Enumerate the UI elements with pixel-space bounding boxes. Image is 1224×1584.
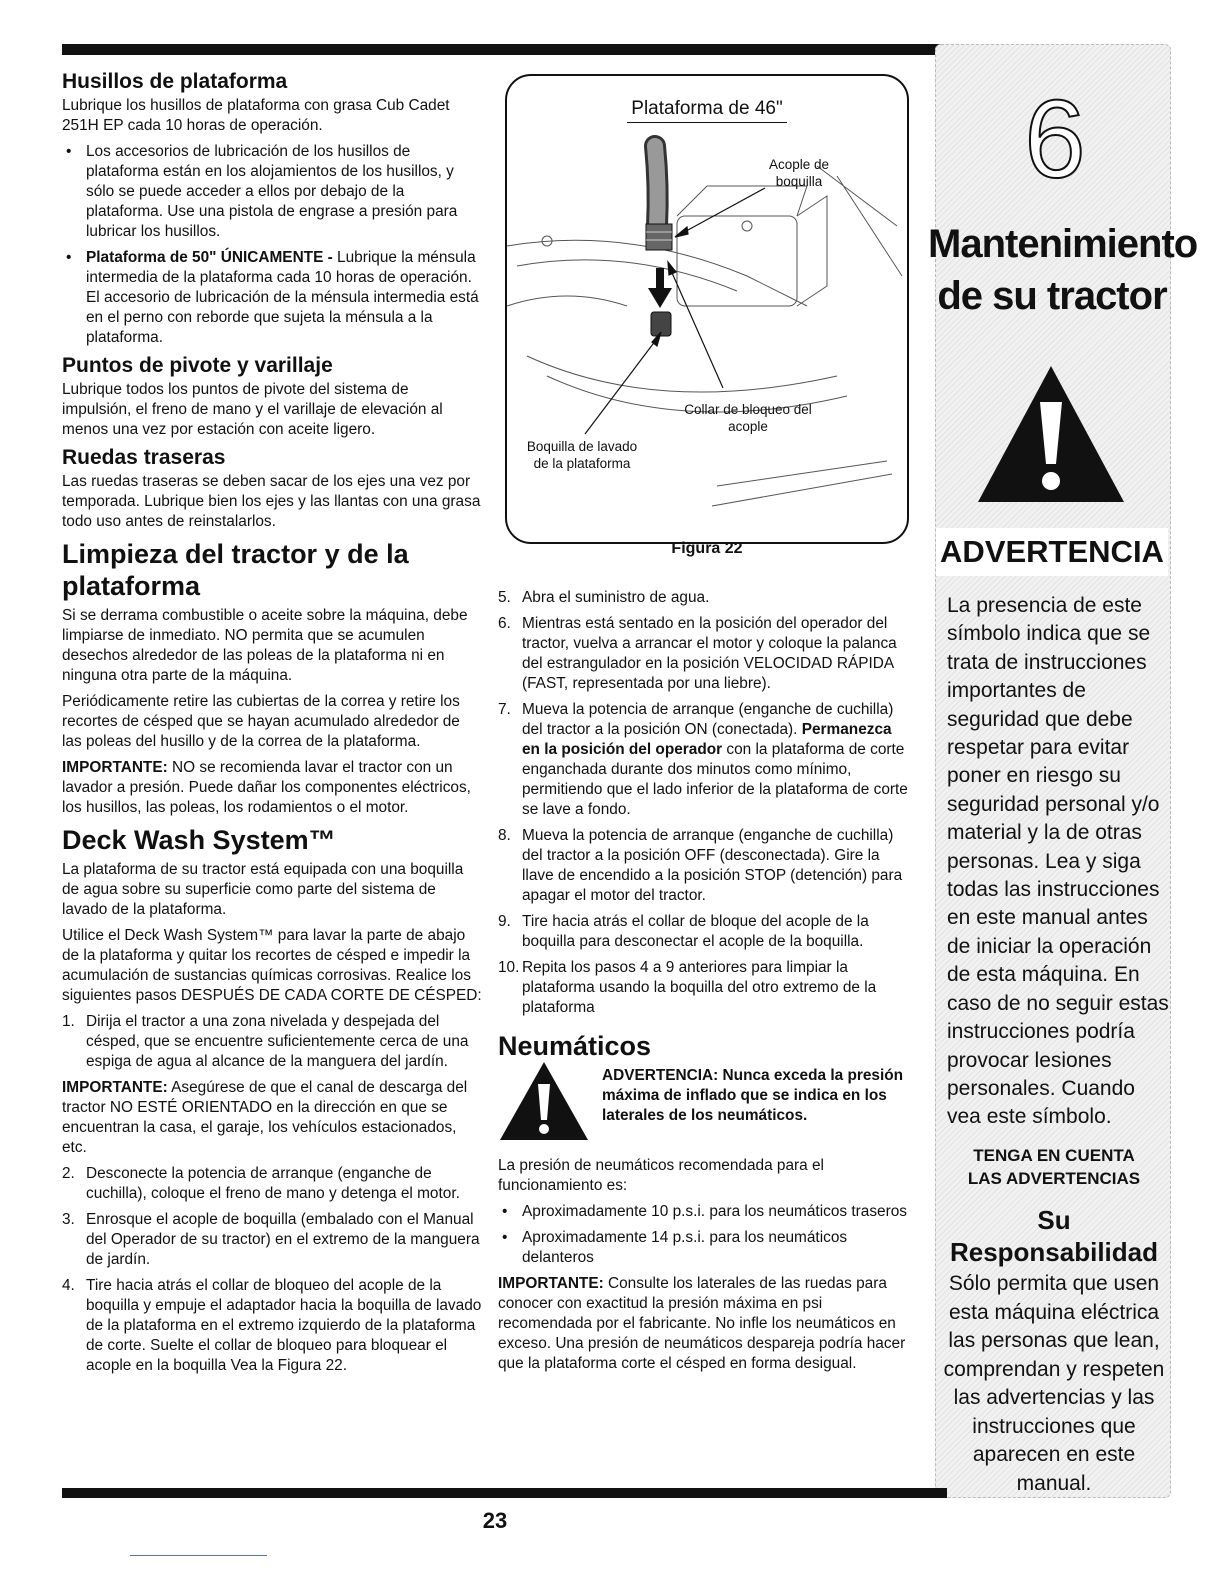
chapter-title-line-2: de su tractor	[937, 274, 1167, 318]
important-label: IMPORTANTE:	[62, 1079, 168, 1096]
step-text: Tire hacia atrás el collar de bloqueo del acople de la boquilla y empuje el adaptador hacia la boquilla de lavado de la plataforma en el extremo izquierdo de la plataforma de corte. Suelte el collar de bloqueo para bloquear el acople en la boquilla Vea la Figura 22.	[86, 1277, 482, 1374]
step-number: 3.	[62, 1211, 75, 1228]
middle-column	[498, 588, 913, 1380]
step-text: Mientras está sentado en la posición del operador del tractor, vuelva a arrancar el motor y coloque la palanca del estrangulador en la posición VELOCIDAD RÁPIDA (FAST, representada por una liebre).	[522, 615, 897, 692]
step-number: 7.	[498, 701, 511, 718]
responsibility-heading	[940, 1204, 1168, 1268]
step-7	[498, 700, 913, 820]
caps-line-2: LAS ADVERTENCIAS	[967, 1169, 1141, 1188]
figure-title-text: Plataforma de 46"	[627, 98, 786, 123]
label-acople-de-boquilla: Acople de boquilla	[768, 157, 830, 189]
caps-notice	[940, 1144, 1168, 1190]
neumaticos-heading: Neumáticos	[498, 1031, 652, 1061]
tire-bullets	[498, 1202, 913, 1268]
step-text-bold: Permanezca en la posición del operador	[522, 721, 892, 758]
limpieza-p1: Si se derrama combustible o aceite sobre la máquina, debe limpiarse de inmediato. NO permita que se acumulen desechos alrededor de las poleas de la plataforma ni en ninguna otra parte de la máquina.	[62, 607, 468, 684]
step-5	[498, 588, 913, 608]
step-number: 5.	[498, 589, 511, 606]
label-boquilla-de-lavado: Boquilla de lavado de la plataforma	[526, 439, 638, 471]
step-number: 10.	[498, 959, 520, 976]
step-text-a: Mueva la potencia de arranque (enganche de cuchilla) del tractor a la posición ON (conectada).	[522, 701, 894, 738]
step-number: 8.	[498, 827, 511, 844]
deckwash-steps-a	[62, 1012, 482, 1072]
tire-bullet-rear: • Aproximadamente 10 p.s.i. para los neumáticos traseros	[522, 1202, 913, 1222]
warning-heading: ADVERTENCIA	[936, 528, 1168, 576]
step-number: 6.	[498, 615, 511, 632]
caps-line-1: TENGA EN CUENTA	[973, 1146, 1135, 1165]
pivote-text: Lubrique todos los puntos de pivote del sistema de impulsión, el freno de mano y el varillaje de elevación al menos una vez por estación con aceite ligero.	[62, 381, 443, 438]
page-number: 23	[482, 1508, 508, 1533]
deckwash-p1: La plataforma de su tractor está equipada con una boquilla de agua sobre su superficie como parte del sistema de lavado de la plataforma.	[62, 861, 464, 918]
step-number: 4.	[62, 1277, 75, 1294]
husillos-heading: Husillos de plataforma	[62, 70, 288, 93]
husillos-bullet-2	[86, 248, 482, 348]
deck-illustration	[507, 76, 907, 542]
label-collar-de-bloqueo: Collar de bloqueo del acople	[684, 402, 812, 434]
figure-22	[505, 74, 909, 544]
step-text-b: con la plataforma de corte enganchada durante dos minutos como mínimo, permitiendo que el lado inferior de la plataforma de corte se lave a fondo.	[522, 741, 908, 818]
chapter-number: 6	[1024, 78, 1086, 201]
limpieza-p2: Periódicamente retire las cubiertas de la correa y retire los recortes de césped que se hayan acumulado alrededor de las poleas del husillo y de la correa de la plataforma.	[62, 693, 460, 750]
deckwash-p2: Utilice el Deck Wash System™ para lavar la parte de abajo de la plataforma y quitar los recortes de césped e impedir la acumulación de sustancias químicas corrosivas. Realice los siguientes pasos DESPUÉS DE CADA CORTE DE CÉSPED:	[62, 927, 482, 1004]
footer-line	[130, 1555, 267, 1556]
step-9	[498, 912, 913, 952]
left-column	[62, 70, 482, 1382]
deckwash-important	[62, 1078, 482, 1158]
warning-triangle-icon	[976, 364, 1126, 504]
step-6	[498, 614, 913, 694]
step-number: 1.	[62, 1013, 75, 1030]
step-3	[62, 1210, 482, 1270]
step-text: Desconecte la potencia de arranque (enganche de cuchilla), coloque el freno de mano y detenga el motor.	[86, 1165, 460, 1202]
important-text: NO se recomienda lavar el tractor con un lavador a presión. Puede dañar los componentes eléctricos, los husillos, las poleas, los rodamientos o el motor.	[62, 759, 471, 816]
step-text: Dirija el tractor a una zona nivelada y despejada del césped, que se encuentre suficientemente cerca de una espiga de agua al alcance de la manguera del jardín.	[86, 1013, 469, 1070]
tire-warning	[498, 1066, 913, 1142]
limpieza-heading: Limpieza del tractor y de la plataforma	[62, 539, 409, 601]
warning-text: La presencia de este símbolo indica que se trata de instrucciones importantes de seguridad que debe respetar para evitar poner en riesgo su seguridad personal y/o material y la de otras personas. Lea y siga todas las instrucciones en este manual antes de iniciar la operación de esta máquina. En caso de no seguir estas instrucciones podría provocar lesiones personales. Cuando vea este símbolo.	[947, 594, 1169, 1129]
deckwash-heading: Deck Wash System™	[62, 825, 336, 855]
chapter-title-line-1: Mantenimiento	[928, 222, 1198, 266]
step-number: 9.	[498, 913, 511, 930]
top-rule	[62, 44, 947, 55]
step-1	[62, 1012, 482, 1072]
tire-intro: La presión de neumáticos recomendada para el funcionamiento es:	[498, 1157, 824, 1194]
bullet-2-bold: Plataforma de 50" ÚNICAMENTE -	[86, 249, 333, 266]
important-label: IMPORTANTE:	[62, 759, 168, 776]
limpieza-important	[62, 758, 482, 818]
important-text: Consulte los laterales de las ruedas para conocer con exactitud la presión máxima en psi recomendada por el fabricante. No infle los neumáticos en exceso. Una presión de neumáticos despareja podría hacer que la plataforma corte el césped en forma desigual.	[498, 1275, 906, 1372]
step-number: 2.	[62, 1165, 75, 1182]
step-text: Abra el suministro de agua.	[522, 589, 710, 606]
warning-triangle-icon	[498, 1060, 590, 1142]
tire-bullet-front: • Aproximadamente 14 p.s.i. para los neumáticos delanteros	[522, 1228, 913, 1268]
responsibility-text: Sólo permita que usen esta máquina eléctrica las personas que lean, comprendan y respeten las advertencias y las instrucciones que aparecen en este manual.	[943, 1272, 1165, 1495]
step-text: Repita los pasos 4 a 9 anteriores para limpiar la plataforma usando la boquilla del otro extremo de la plataforma	[522, 959, 877, 1016]
husillos-intro: Lubrique los husillos de plataforma con grasa Cub Cadet 251H EP cada 10 horas de operación.	[62, 97, 450, 134]
tire-warning-text: ADVERTENCIA: Nunca exceda la presión máxima de inflado que se indica en los laterales de los neumáticos.	[602, 1067, 904, 1124]
pivote-heading: Puntos de pivote y varillaje	[62, 354, 333, 377]
step-8	[498, 826, 913, 906]
husillos-bullet-1: • Los accesorios de lubricación de los husillos de plataforma están en los alojamientos de los husillos, y sólo se puede acceder a ellos por debajo de la plataforma. Use una pistola de engrase a presión para lubricar los husillos.	[86, 142, 482, 242]
important-text: Asegúrese de que el canal de descarga del tractor NO ESTÉ ORIENTADO en la dirección en que se encuentran la casa, el garaje, los vehículos estacionados, etc.	[62, 1079, 468, 1156]
ruedas-text: Las ruedas traseras se deben sacar de los ejes una vez por temporada. Lubrique bien los ejes y las llantas con una grasa todo uso antes de reinstalarlos.	[62, 473, 481, 530]
step-text: Enrosque el acople de boquilla (embalado con el Manual del Operador de su tractor) en el extremo de la manguera de jardín.	[86, 1211, 480, 1268]
su-text: Su	[1037, 1205, 1071, 1235]
figure-caption: Figura 22	[671, 540, 743, 557]
husillos-bullets	[62, 142, 482, 348]
tire-important	[498, 1274, 913, 1374]
step-4	[62, 1276, 482, 1376]
step-2	[62, 1164, 482, 1204]
bullet-2-text: Lubrique la ménsula intermedia de la plataforma cada 10 horas de operación. El accesorio de lubricación de la ménsula intermedia está en el perno con reborde que sujeta la ménsula a la plataforma.	[86, 249, 479, 346]
responsabilidad-text: Responsabilidad	[949, 1237, 1159, 1267]
step-text: Tire hacia atrás el collar de bloque del acople de la boquilla para desconectar el acople de la boquilla.	[522, 913, 869, 950]
step-10	[498, 958, 913, 1018]
bottom-rule	[62, 1488, 947, 1498]
ruedas-heading: Ruedas traseras	[62, 446, 226, 469]
deckwash-steps-b	[62, 1164, 482, 1376]
important-label: IMPORTANTE:	[498, 1275, 604, 1292]
step-text: Mueva la potencia de arranque (enganche de cuchilla) del tractor a la posición OFF (desconectada). Gire la llave de encendido a la posición STOP (detención) para apagar el motor del tractor.	[522, 827, 903, 904]
deckwash-steps-c	[498, 588, 913, 1018]
